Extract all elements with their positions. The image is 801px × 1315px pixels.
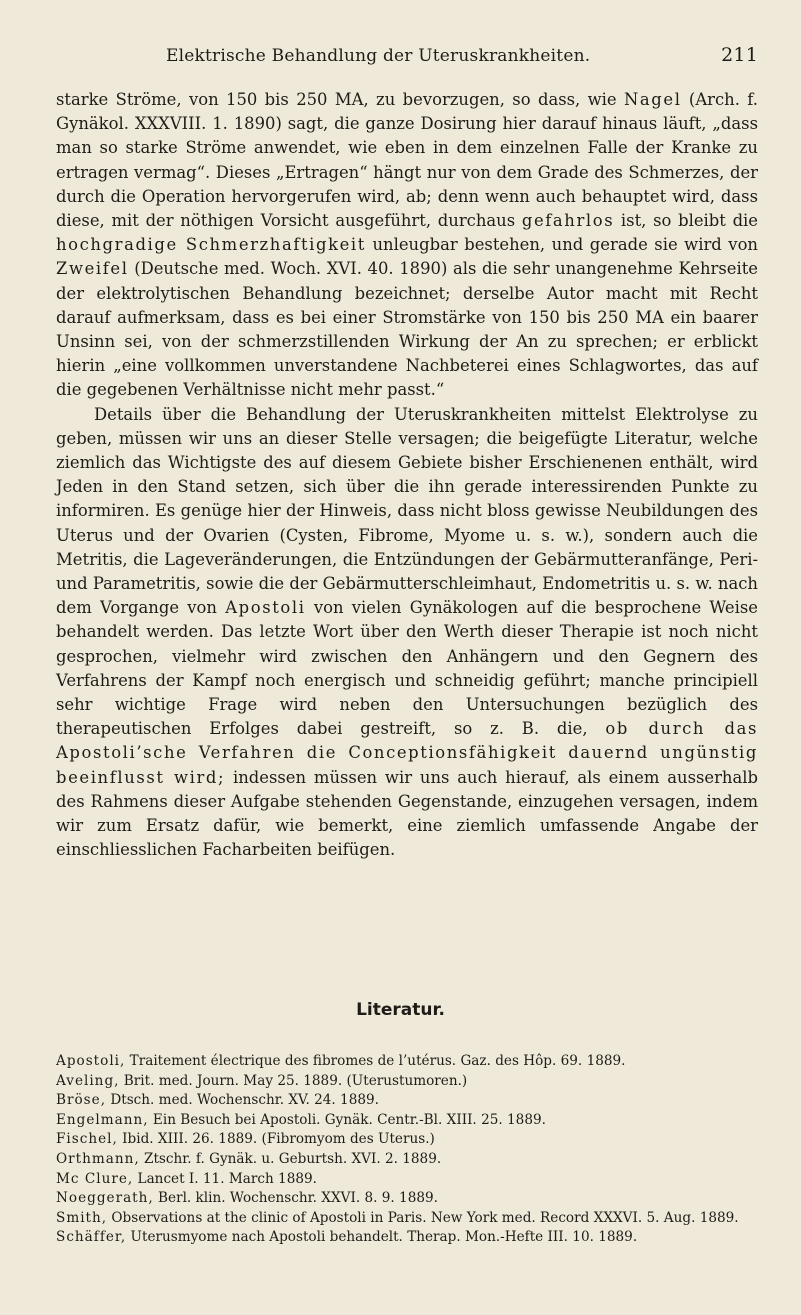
reference-author: Aveling, (56, 1072, 120, 1089)
reference-text: Dtsch. med. Wochenschr. XV. 24. 1889. (106, 1092, 379, 1109)
reference-item (56, 1189, 768, 1209)
reference-text: Brit. med. Journ. May 25. 1889. (Uterustumoren.) (119, 1072, 468, 1089)
reference-author: Noeggerath, (56, 1190, 154, 1207)
reference-author: Apostoli, (56, 1053, 126, 1069)
page-number: 211 (721, 44, 758, 66)
author-name-zweifel: Zweifel (56, 259, 129, 279)
reference-item (56, 1111, 768, 1131)
reference-author: Schäffer, (56, 1229, 127, 1246)
reference-text: Lancet I. 11. March 1889. (133, 1170, 317, 1187)
reference-author: Smith, (56, 1209, 108, 1226)
paragraph-2 (56, 403, 758, 863)
text-run: von vielen Gynäkologen auf die besprochene Weise behandelt werden. Das letzte Wort über den Werth dieser Therapie ist noch nicht gesprochen, vielmehr wird zwischen den Anhängern und den Gegnern des Verfahrens der Kampf noch energisch und schneidig geführt; manche principiell sehr wichtige Frage wird neben den Untersuchungen bezüglich des therapeutischen Erfolges dabei gestreift, so z. B. die, (56, 598, 758, 739)
text-run: indessen müssen wir uns auch hierauf, als einem ausserhalb des Rahmens dieser Aufgabe stehenden Gegenstande, einzugehen versagen, indem wir zum Ersatz dafür, wie bemerkt, eine ziemlich umfassende Angabe der einschliesslichen Facharbeiten beifügen. (56, 767, 758, 860)
body-text (56, 88, 758, 863)
text-run: (Deutsche med. Woch. XVI. 40. 1890) als die sehr unangenehme Kehrseite der elektrolytischen Behandlung bezeichnet; derselbe Autor macht mit Recht darauf aufmerksam, dass es bei einer Stromstärke von 150 bis 250 MA ein baarer Unsinn sei, von der schmerzstillenden Wirkung der An zu sprechen; er erblickt hierin „eine vollkommen unverstandene Nachbeterei eines Schlagwortes, das auf die gegebenen Verhältnisse nicht mehr passt.“ (56, 259, 758, 400)
text-run: starke Ströme, von 150 bis 250 MA, zu bevorzugen, so dass, wie (56, 90, 624, 109)
reference-text: Berl. klin. Wochenschr. XXVI. 8. 9. 1889. (153, 1190, 438, 1207)
reference-text: Uterusmyome nach Apostoli behandelt. Therap. Mon.-Hefte III. 10. 1889. (126, 1229, 638, 1246)
reference-item (56, 1072, 768, 1092)
emphasis-conception: ob durch das Apostoli’sche Verfahren die Conceptionsfähigkeit dauernd ungünstig beeinflusst wird; (56, 719, 758, 787)
reference-text: Traitement électrique des fibromes de l’utérus. Gaz. des Hôp. 69. 1889. (125, 1053, 626, 1069)
reference-author: Mc Clure, (56, 1170, 134, 1187)
text-run: Details über die Behandlung der Uteruskrankheiten mittelst Elektrolyse zu geben, müssen wir uns an dieser Stelle versagen; die beigefügte Literatur, welche ziemlich das Wichtigste des auf diesem Gebiete bisher Erschienenen enthält, wird Jeden in den Stand setzen, sich über die ihn gerade interessirenden Punkte zu informiren. Es genüge hier der Hinweis, dass nicht bloss gewisse Neubildungen des Uterus und der Ovarien (Cysten, Fibrome, Myome u. s. w.), sondern auch die Metritis, die Lageveränderungen, die Entzündungen der Gebärmutteranfänge, Peri- und Parametritis, sowie die der Gebärmutterschleimhaut, Endometritis u. s. w. nach dem Vorgange von (56, 404, 758, 618)
reference-text: Ein Besuch bei Apostoli. Gynäk. Centr.-Bl. XIII. 25. 1889. (148, 1111, 546, 1128)
author-name-apostoli: Apostoli (225, 598, 306, 618)
reference-item (56, 1228, 768, 1248)
text-run: ist, so bleibt die (614, 211, 758, 231)
running-title: Elektrische Behandlung der Uteruskrankheiten. (166, 46, 591, 66)
running-header (56, 44, 758, 72)
reference-item (56, 1130, 768, 1150)
reference-item (56, 1209, 768, 1229)
text-run: (Arch. f. Gynäkol. XXXVIII. 1. 1890) sagt, die ganze Dosirung hier darauf hinaus läuft, „dass man so starke Ströme anwendet, wie eben in dem einzelnen Falle der Kranke zu ertragen vermag“. Dieses „Ertragen“ hängt nur von dem Grade des Schmerzes, der durch die Operation hervorgerufen wird, ab; denn wenn auch behauptet wird, dass diese, mit der nöthigen Vorsicht ausgeführt, durchaus (56, 90, 758, 231)
reference-author: Orthmann, (56, 1150, 140, 1167)
text-run: unleugbar bestehen, und gerade sie wird von (365, 235, 758, 255)
reference-author: Fischel, (56, 1131, 118, 1148)
reference-text: Ibid. XIII. 26. 1889. (Fibromyom des Uterus.) (117, 1131, 435, 1148)
reference-text: Observations at the clinic of Apostoli in Paris. New York med. Record XXXVI. 5. Aug. 1889. (107, 1209, 739, 1226)
reference-author: Bröse, (56, 1092, 107, 1109)
reference-item (56, 1091, 768, 1111)
reference-author: Engelmann, (56, 1111, 149, 1128)
reference-item (56, 1150, 768, 1170)
author-name-nagel: Nagel (623, 90, 682, 109)
emphasis-gefahrlos: gefahrlos (521, 211, 615, 231)
reference-list (56, 1052, 768, 1248)
paragraph-1 (56, 88, 758, 403)
emphasis-hochgradige: hochgradige Schmerzhaftigkeit (56, 235, 366, 255)
reference-item (56, 1052, 768, 1072)
reference-item (56, 1170, 768, 1190)
literature-heading: Literatur. (356, 1000, 445, 1020)
reference-text: Ztschr. f. Gynäk. u. Geburtsh. XVI. 2. 1889. (139, 1150, 442, 1167)
